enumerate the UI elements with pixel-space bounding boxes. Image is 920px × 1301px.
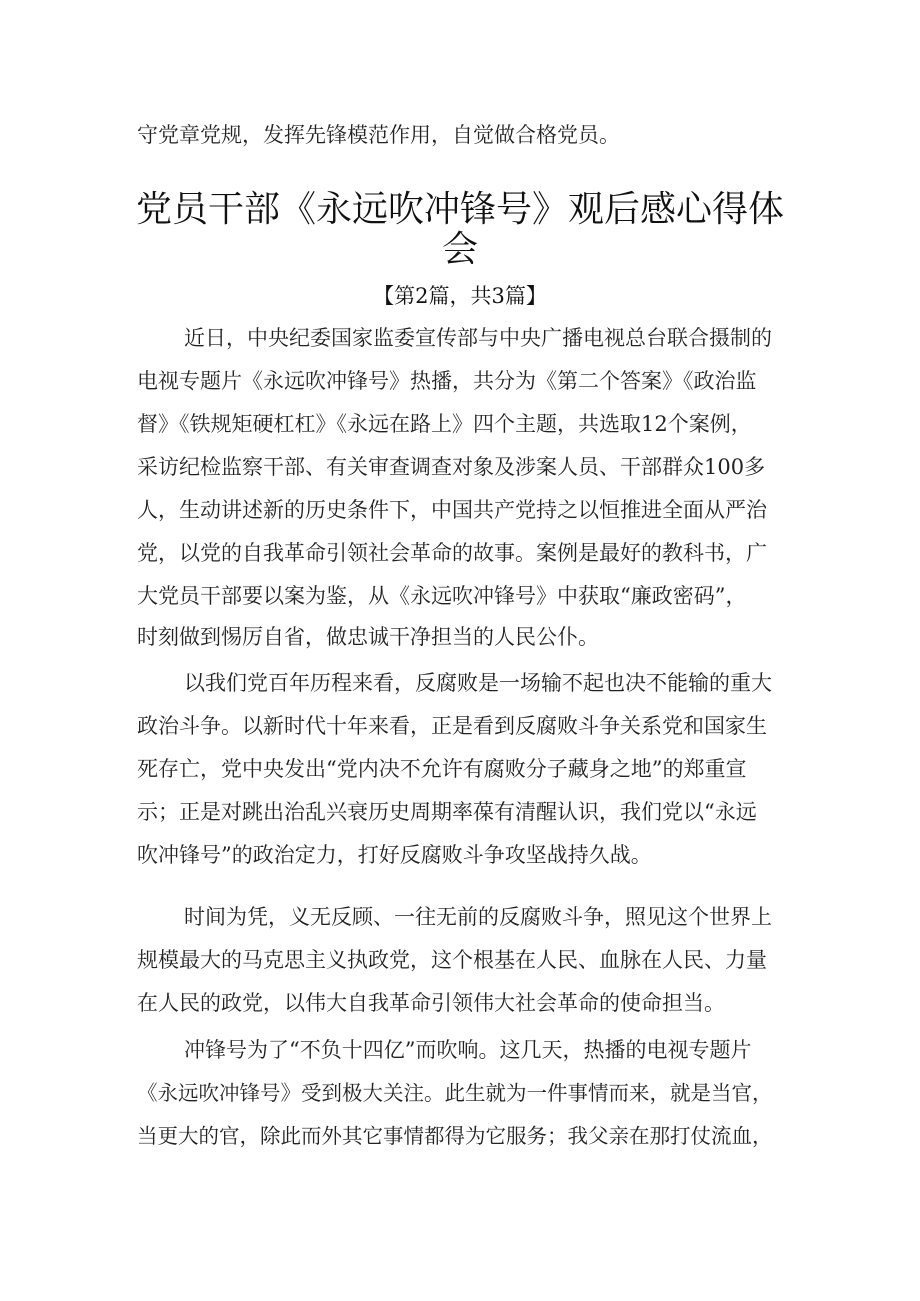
paragraph-line: 时间为凭，义无反顾、一往无前的反腐败斗争，照见这个世界上 [184, 905, 772, 929]
paragraph-line: 近日，中央纪委国家监委宣传部与中央广播电视总台联合摄制的 [184, 326, 772, 350]
document-title-line1: 党员干部《永远吹冲锋号》观后感心得体 [135, 189, 784, 230]
paragraph-line: 吹冲锋号”的政治定力，打好反腐败斗争攻坚战持久战。 [137, 843, 652, 867]
paragraph-line: 政治斗争。以新时代十年来看，正是看到反腐败斗争关系党和国家生 [137, 714, 767, 738]
paragraph-line: 规模最大的马克思主义执政党，这个根基在人民、血脉在人民、力量 [137, 948, 767, 972]
paragraph-line: 督》《铁规矩硬杠杠》《永远在路上》四个主题，共选取12个案例， [137, 412, 752, 436]
paragraph-line: 当更大的官，除此而外其它事情都得为它服务；我父亲在那打仗流血， [137, 1124, 773, 1148]
paragraph-line: 大党员干部要以案为鉴，从《永远吹冲锋号》中获取“廉政密码”， [137, 584, 747, 608]
document-title-line2: 会 [441, 229, 478, 270]
paragraph-line: 死存亡，党中央发出“党内决不允许有腐败分子藏身之地”的郑重宣 [137, 757, 747, 781]
paragraph-line: 采访纪检监察干部、有关审查调查对象及涉案人员、干部群众100多 [137, 455, 766, 479]
paragraph-line: 在人民的政党，以伟大自我革命引领伟大社会革命的使命担当。 [137, 991, 725, 1015]
paragraph-line: 冲锋号为了“不负十四亿”而吹响。这几天，热播的电视专题片 [184, 1038, 752, 1062]
paragraph-line: 人，生动讲述新的历史条件下，中国共产党持之以恒推进全面从严治 [137, 498, 767, 522]
paragraph-line: 示；正是对跳出治乱兴衰历史周期率葆有清醒认识，我们党以“永远 [137, 800, 757, 824]
paragraph-line: 时刻做到惕厉自省，做忠诚干净担当的人民公仆。 [137, 625, 599, 649]
article-counter: 【第2篇，共3篇】 [373, 284, 547, 308]
carryover-line: 守党章党规，发挥先锋模范作用，自觉做合格党员。 [137, 123, 620, 147]
paragraph-line: 党，以党的自我革命引领社会革命的故事。案例是最好的教科书，广 [137, 541, 767, 565]
paragraph-line: 《永远吹冲锋号》受到极大关注。此生就为一件事情而来，就是当官， [137, 1081, 773, 1105]
paragraph-line: 以我们党百年历程来看，反腐败是一场输不起也决不能输的重大 [184, 671, 772, 695]
paragraph-line: 电视专题片《永远吹冲锋号》热播，共分为《第二个答案》《政治监 [137, 369, 757, 393]
